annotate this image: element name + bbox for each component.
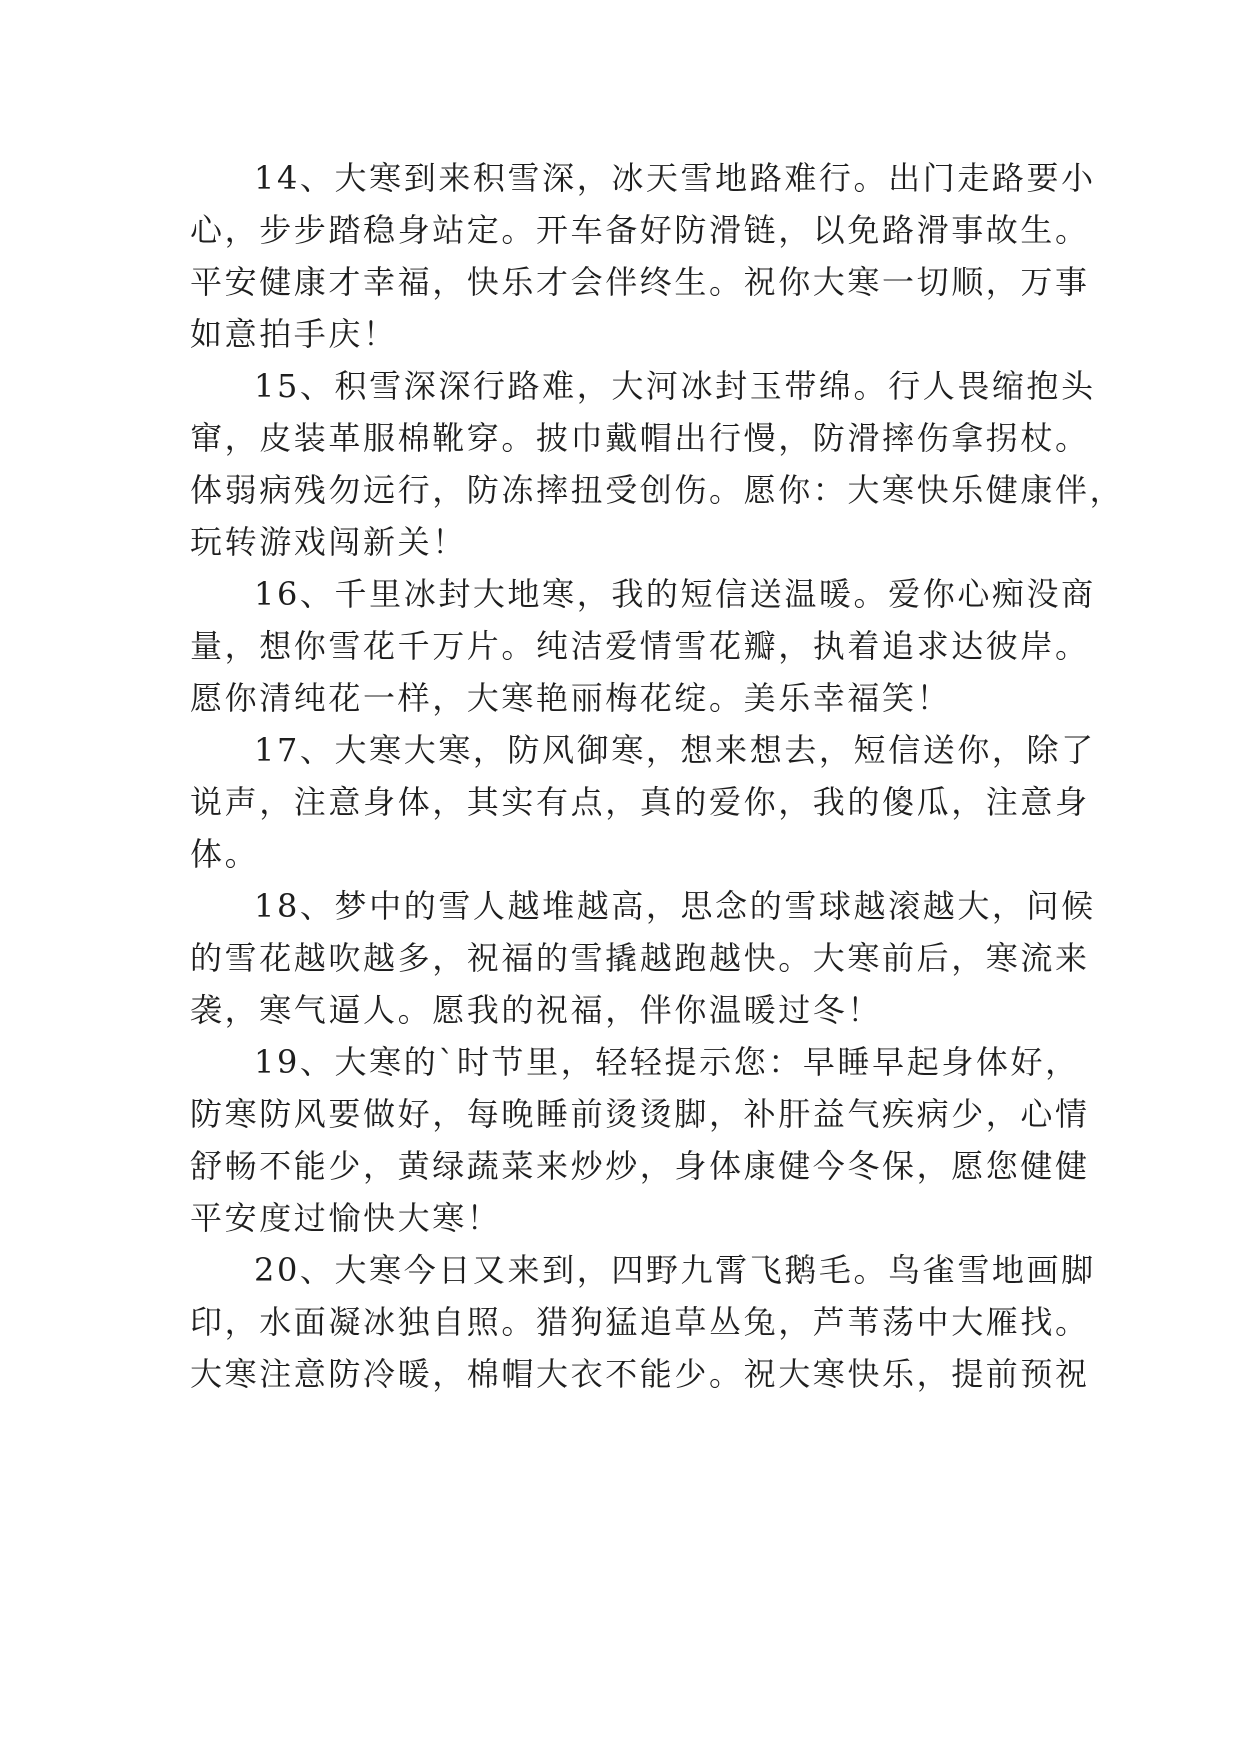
paragraph-17-line-3: 体。 [190,835,260,873]
paragraph-20-line-1: 20、大寒今日又来到，四野九霄飞鹅毛。鸟雀雪地画脚 [254,1251,1096,1289]
paragraph-14-line-1: 14、大寒到来积雪深，冰天雪地路难行。出门走路要小 [254,159,1096,197]
paragraph-19-line-4: 平安度过愉快大寒！ [190,1199,502,1237]
paragraph-18-line-3: 袭，寒气逼人。愿我的祝福，伴你温暖过冬！ [190,991,883,1029]
paragraph-14-line-4: 如意拍手庆！ [190,315,398,353]
paragraph-17-line-2: 说声，注意身体，其实有点，真的爱你，我的傻瓜，注意身 [190,783,1090,821]
paragraph-15-line-3: 体弱病残勿远行，防冻摔扭受创伤。愿你：大寒快乐健康伴， [190,471,1125,509]
paragraph-16-line-1: 16、千里冰封大地寒，我的短信送温暖。爱你心痴没商 [254,575,1096,613]
paragraph-16-line-3: 愿你清纯花一样，大寒艳丽梅花绽。美乐幸福笑！ [190,679,952,717]
paragraph-18-line-1: 18、梦中的雪人越堆越高，思念的雪球越滚越大，问候 [254,887,1096,925]
paragraph-19-line-1: 19、大寒的`时节里，轻轻提示您：早睡早起身体好， [254,1043,1080,1081]
paragraph-20-line-3: 大寒注意防冷暖，棉帽大衣不能少。祝大寒快乐，提前预祝 [190,1355,1090,1393]
paragraph-15-line-4: 玩转游戏闯新关！ [190,523,467,561]
paragraph-16-line-2: 量，想你雪花千万片。纯洁爱情雪花瓣，执着追求达彼岸。 [190,627,1090,665]
paragraph-20-line-2: 印，水面凝冰独自照。猎狗猛追草丛兔，芦苇荡中大雁找。 [190,1303,1090,1341]
paragraph-19-line-2: 防寒防风要做好，每晚睡前烫烫脚，补肝益气疾病少，心情 [190,1095,1090,1133]
paragraph-18-line-2: 的雪花越吹越多，祝福的雪撬越跑越快。大寒前后，寒流来 [190,939,1090,977]
paragraph-15-line-1: 15、积雪深深行路难，大河冰封玉带绵。行人畏缩抱头 [254,367,1096,405]
paragraph-15-line-2: 窜，皮装革服棉靴穿。披巾戴帽出行慢，防滑摔伤拿拐杖。 [190,419,1090,457]
paragraph-14-line-2: 心，步步踏稳身站定。开车备好防滑链，以免路滑事故生。 [190,211,1090,249]
paragraph-19-line-3: 舒畅不能少，黄绿蔬菜来炒炒，身体康健今冬保，愿您健健 [190,1147,1090,1185]
paragraph-14-line-3: 平安健康才幸福，快乐才会伴终生。祝你大寒一切顺，万事 [190,263,1090,301]
paragraph-17-line-1: 17、大寒大寒，防风御寒，想来想去，短信送你，除了 [254,731,1096,769]
